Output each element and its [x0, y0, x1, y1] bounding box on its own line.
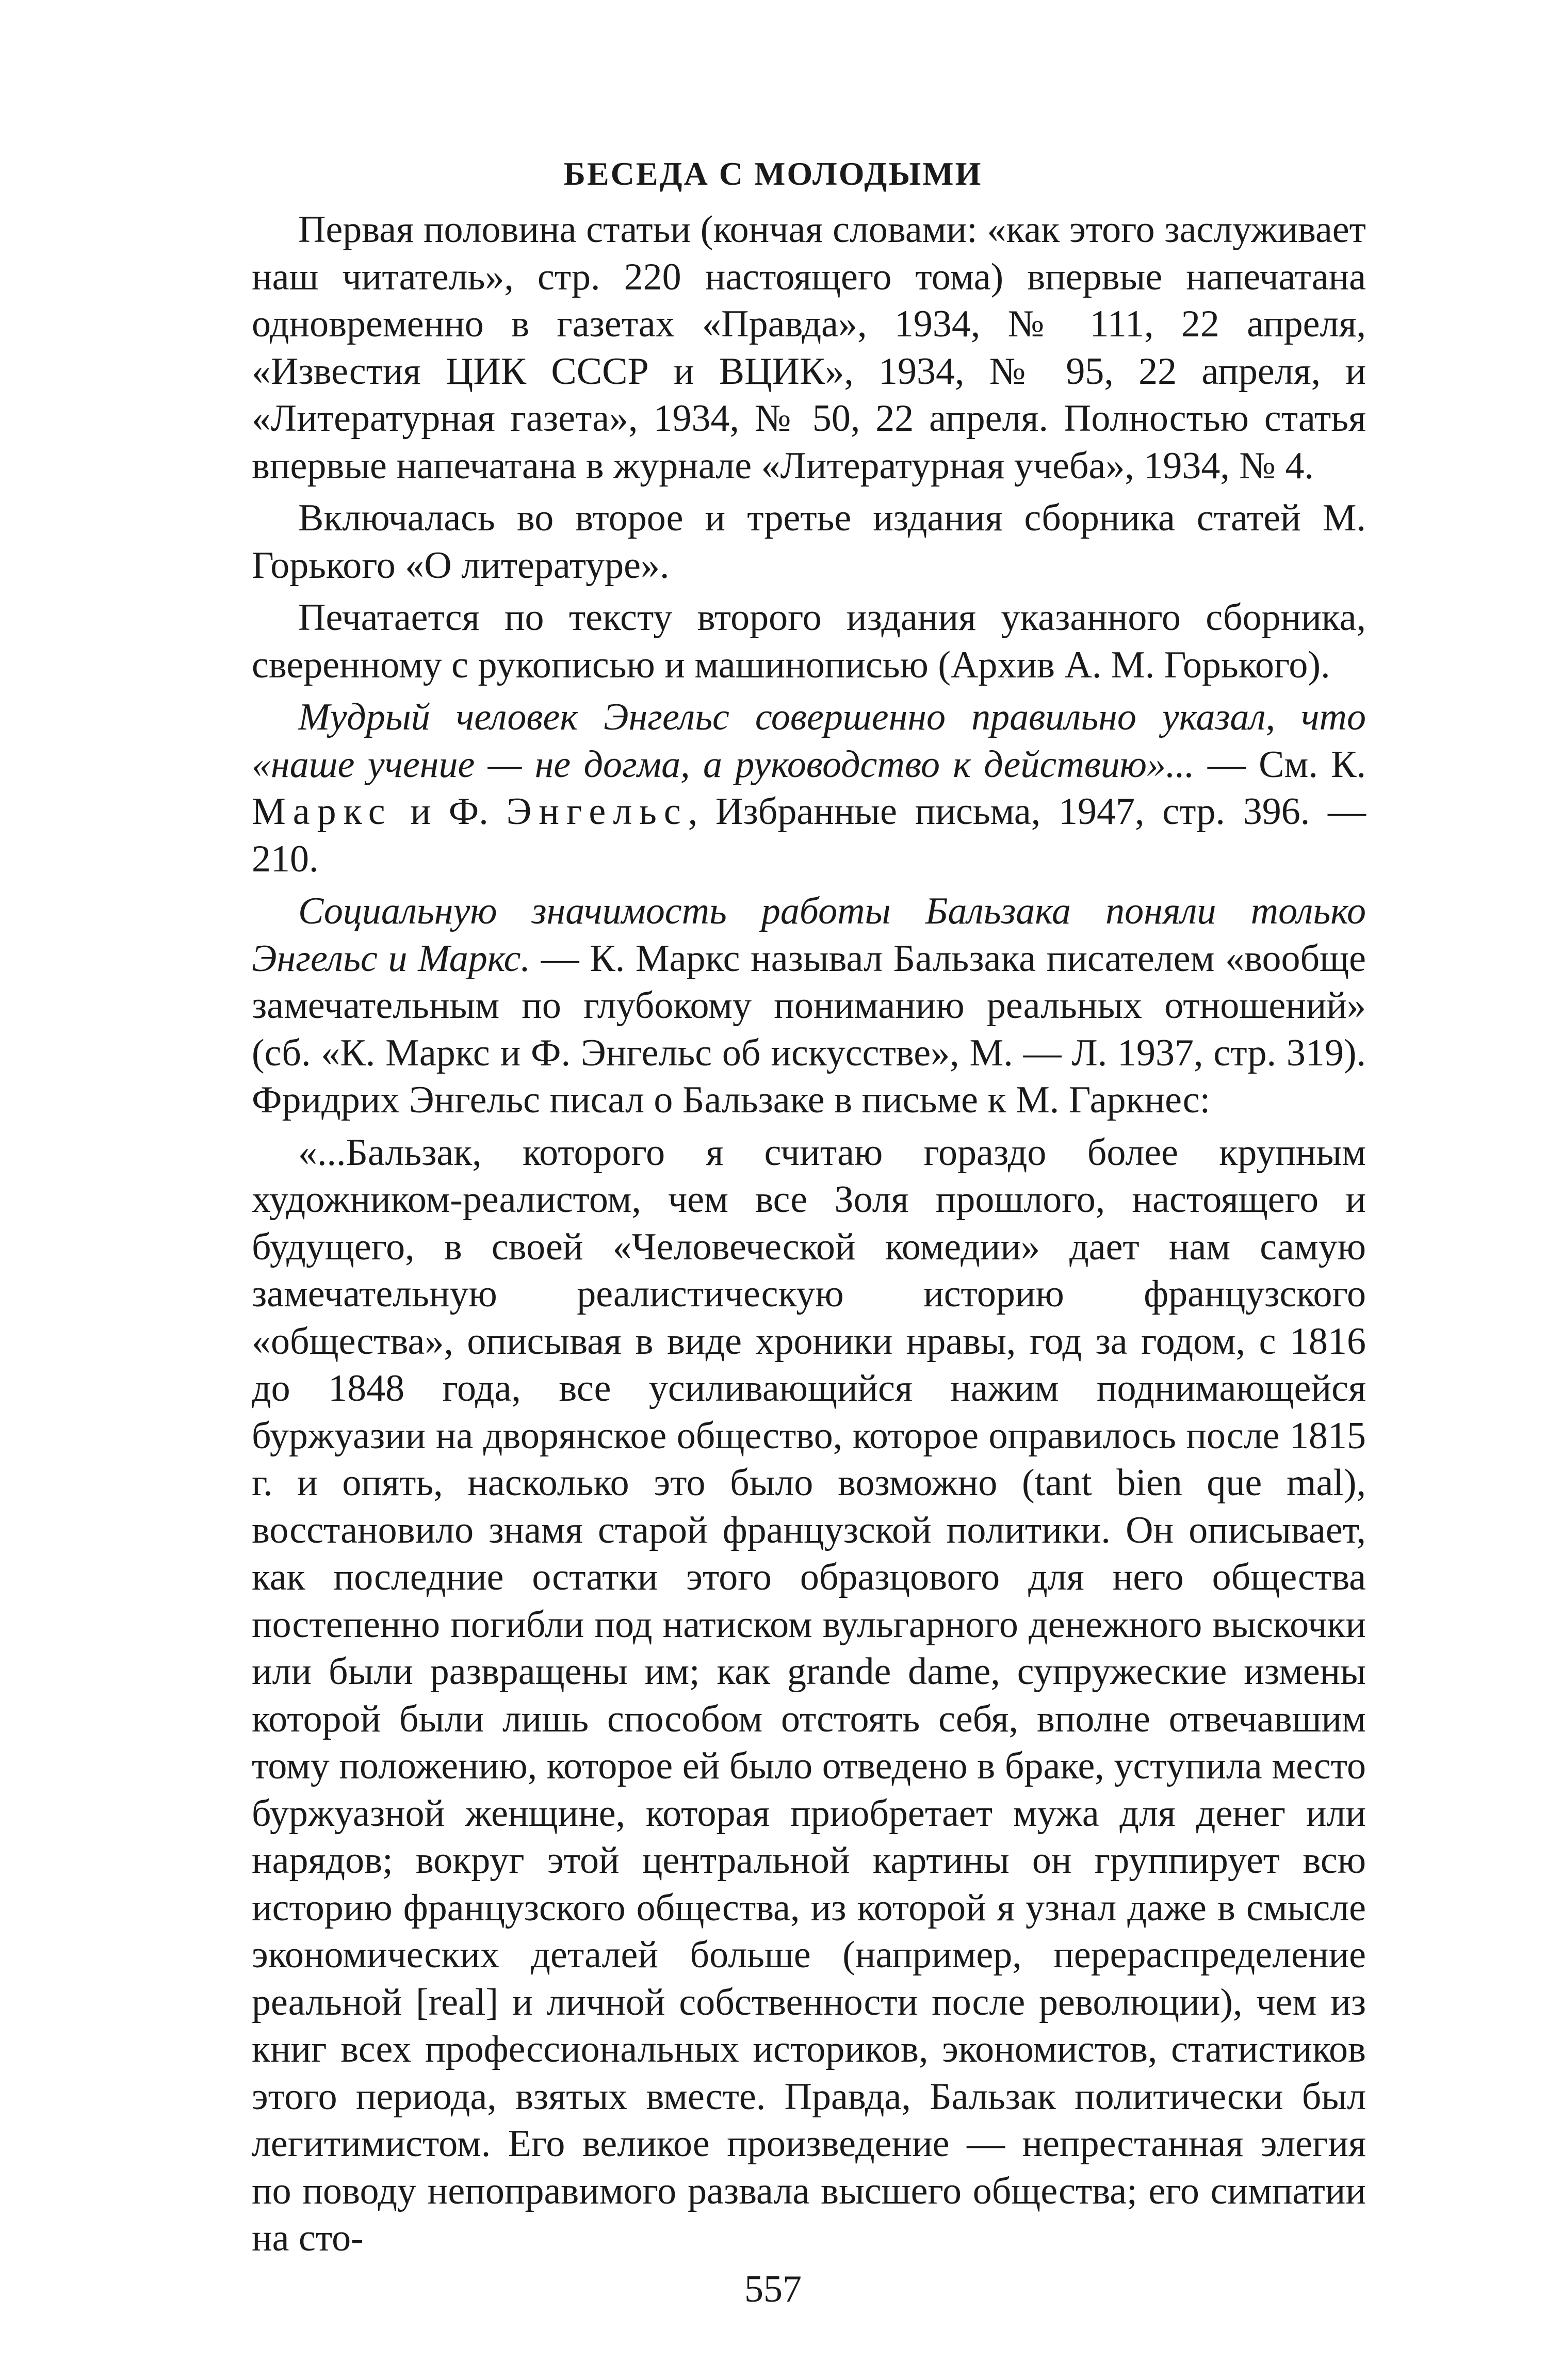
note-reference-dash: — См. К.: [1194, 743, 1366, 786]
note-quote-italic: Мудрый человек Энгельс совершенно правильно указал, что «наше учение — не догма, а руководство к действию»...: [252, 696, 1366, 786]
note-reference-rest: , Избранные письма, 1947, стр. 396. — 210.: [252, 790, 1366, 880]
editions-paragraph: Включалась во второе и третье издания сборника статей М. Горького «О литературе».: [252, 497, 1366, 587]
commentary-text: [252, 206, 1366, 2262]
page-number: 557: [744, 2268, 802, 2310]
author-name-marx: Маркс: [252, 790, 393, 833]
balzac-note-paragraph: [252, 888, 1366, 1124]
note-conjunction: и Ф.: [392, 790, 507, 833]
engels-note-paragraph: [252, 694, 1366, 883]
author-name-engels: Энгельс: [506, 790, 688, 833]
publication-history-paragraph: Первая половина статьи (кончая словами: «как этого заслуживает наш читатель», стр. 220 настоящего тома) впервые напечатана одновременно в газетах «Правда», 1934, № 111, 22 апреля, «Известия ЦИК СССР и ВЦИК», 1934, № 95, 22 апреля, и «Литературная газета», 1934, № 50, 22 апреля. Полностью статья впервые напечатана в журнале «Литературная учеба», 1934, № 4.: [252, 208, 1366, 487]
section-heading: БЕСЕДА С МОЛОДЫМИ: [563, 155, 983, 192]
engels-letter-quote: «...Бальзак, которого я считаю гораздо более крупным художником-реалистом, чем все Золя прошлого, настоящего и будущего, в своей «Человеческой комедии» дает нам самую замечательную реалистическую историю французского «общества», описывая в виде хроники нравы, год за годом, с 1816 до 1848 года, все усиливающийся нажим поднимающейся буржуазии на дворянское общество, которое оправилось после 1815 г. и опять, насколько это было возможно (tant bien que mal), восстановило знамя старой французской политики. Он описывает, как последние остатки этого образцового для него общества постепенно погибли под натиском вульгарного денежного выскочки или были развращены им; как grande dame, супружеские измены которой были лишь способом отстоять себя, вполне отвечавшим тому положению, которое ей было отведено в браке, уступила место буржуазной женщине, которая приобретает мужа для денег или нарядов; вокруг этой центральной картины он группирует всю историю французского общества, из которой я узнал даже в смысле экономических деталей больше (например, перераспределение реальной [real] и личной собственности после революции), чем из книг всех профессиональных историков, экономистов, статистиков этого периода, взятых вместе. Правда, Бальзак политически был легитимистом. Его великое произведение — непрестанная элегия по поводу непоправимого развала высшего общества; его симпатии на сто-: [252, 1131, 1366, 2259]
source-text-paragraph: Печатается по тексту второго издания указанного сборника, сверенному с рукописью и машинописью (Архив А. М. Горького).: [252, 596, 1366, 686]
balzac-note-rest: — К. Маркс называл Бальзака писателем «вообще замечательным по глубокому пониманию реальных отношений» (сб. «К. Маркс и Ф. Энгельс об искусстве», М. — Л. 1937, стр. 319). Фридрих Энгельс писал о Бальзаке в письме к М. Гаркнес:: [252, 937, 1366, 1121]
balzac-note-italic: Социальную значимость работы Бальзака поняли только Энгельс и Маркс.: [252, 890, 1366, 980]
